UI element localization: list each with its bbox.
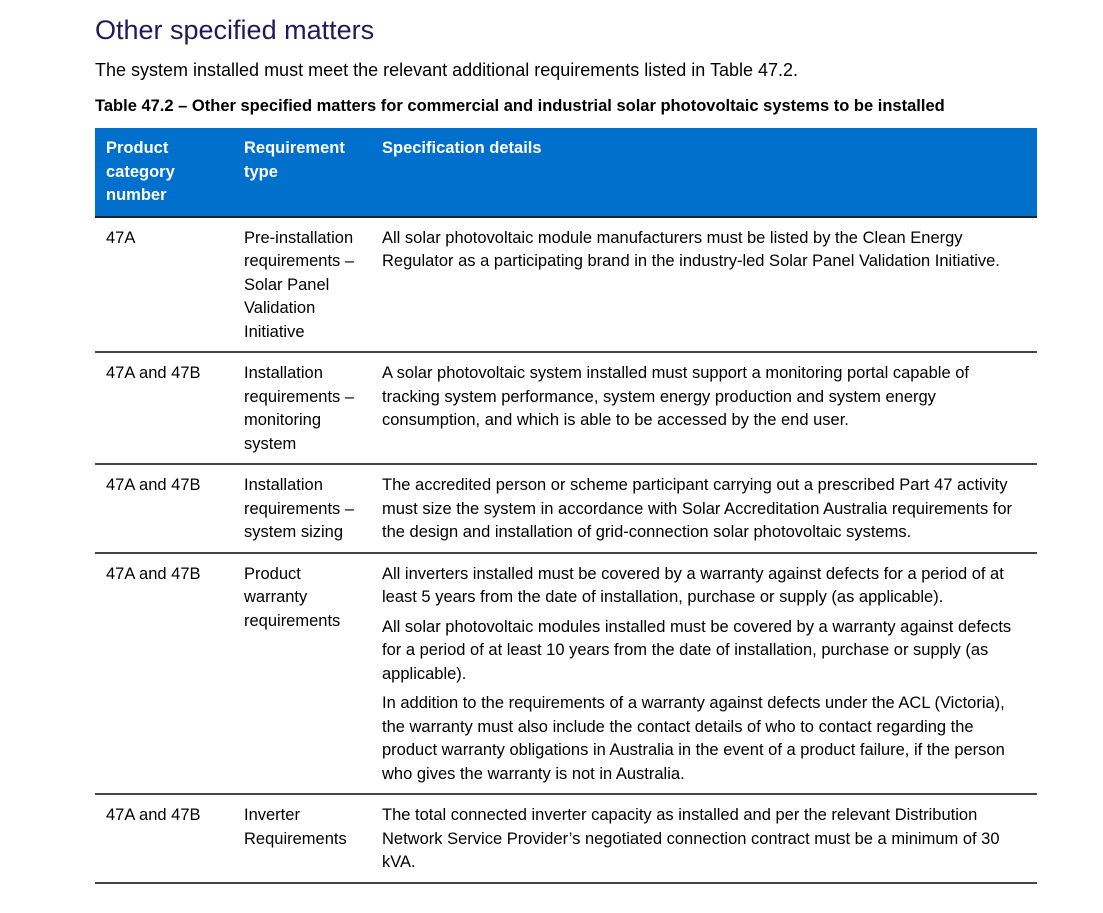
intro-paragraph: The system installed must meet the relevant additional requirements listed in Table 47.2.: [95, 60, 799, 80]
cell-details: [371, 464, 1037, 553]
detail-paragraph: All solar photovoltaic module manufacturers must be listed by the Clean Energy Regulator as a participating brand in the industry-led Solar Panel Validation Initiative.: [382, 228, 1000, 270]
detail-paragraph: A solar photovoltaic system installed must support a monitoring portal capable of tracking system performance, system energy production and system energy consumption, and which is able to be accessed by the end user.: [382, 364, 969, 429]
column-header-specification-details: Specification details: [371, 128, 1037, 217]
detail-paragraph: All solar photovoltaic modules installed must be covered by a warranty against defects for a period of at least 10 years from the date of installation, purchase or supply (as applicable).: [382, 617, 1012, 683]
detail-paragraph: In addition to the requirements of a warranty against defects under the ACL (Victoria), the warranty must also include the contact details of who to contact regarding the product warranty obligations in Australia in the event of a product failure, if the person who gives the warranty is not in Australia.: [382, 694, 1005, 783]
cell-details: [371, 217, 1037, 353]
table-header: [95, 128, 1037, 217]
table-row: [95, 352, 1037, 464]
cell-requirement: Inverter Requirements: [233, 794, 371, 883]
table-row: [95, 794, 1037, 883]
cell-requirement: Product warranty requirements: [233, 553, 371, 795]
table-body: [95, 217, 1037, 883]
detail-paragraph: The accredited person or scheme participant carrying out a prescribed Part 47 activity must size the system in accordance with Solar Accreditation Australia requirements for the design and installation of grid-connection solar photovoltaic systems.: [382, 476, 1013, 541]
table-row: [95, 553, 1037, 795]
cell-category: 47A and 47B: [95, 464, 233, 553]
cell-requirement: Pre-installation requirements – Solar Panel Validation Initiative: [233, 217, 371, 353]
cell-requirement: Installation requirements – monitoring system: [233, 352, 371, 464]
requirements-table: [95, 128, 1037, 884]
table-row: [95, 217, 1037, 353]
section-heading: Other specified matters: [95, 15, 375, 45]
detail-paragraph: All inverters installed must be covered by a warranty against defects for a period of at least 5 years from the date of installation, purchase or supply (as applicable).: [382, 564, 1004, 606]
column-header-product-category: Product category number: [95, 128, 233, 217]
cell-category: 47A: [95, 217, 233, 353]
table-row: [95, 464, 1037, 553]
table-header-row: [95, 128, 1037, 217]
cell-category: 47A and 47B: [95, 794, 233, 883]
detail-paragraph: The total connected inverter capacity as installed and per the relevant Distribution Network Service Provider’s negotiated connection contract must be a minimum of 30 kVA.: [382, 806, 1000, 871]
cell-requirement: Installation requirements – system sizing: [233, 464, 371, 553]
cell-details: [371, 553, 1037, 795]
cell-category: 47A and 47B: [95, 553, 233, 795]
table-caption: Table 47.2 – Other specified matters for commercial and industrial solar photovoltaic systems to be installed: [95, 97, 945, 115]
cell-category: 47A and 47B: [95, 352, 233, 464]
cell-details: [371, 352, 1037, 464]
column-header-requirement-type: Requirement type: [233, 128, 371, 217]
cell-details: [371, 794, 1037, 883]
